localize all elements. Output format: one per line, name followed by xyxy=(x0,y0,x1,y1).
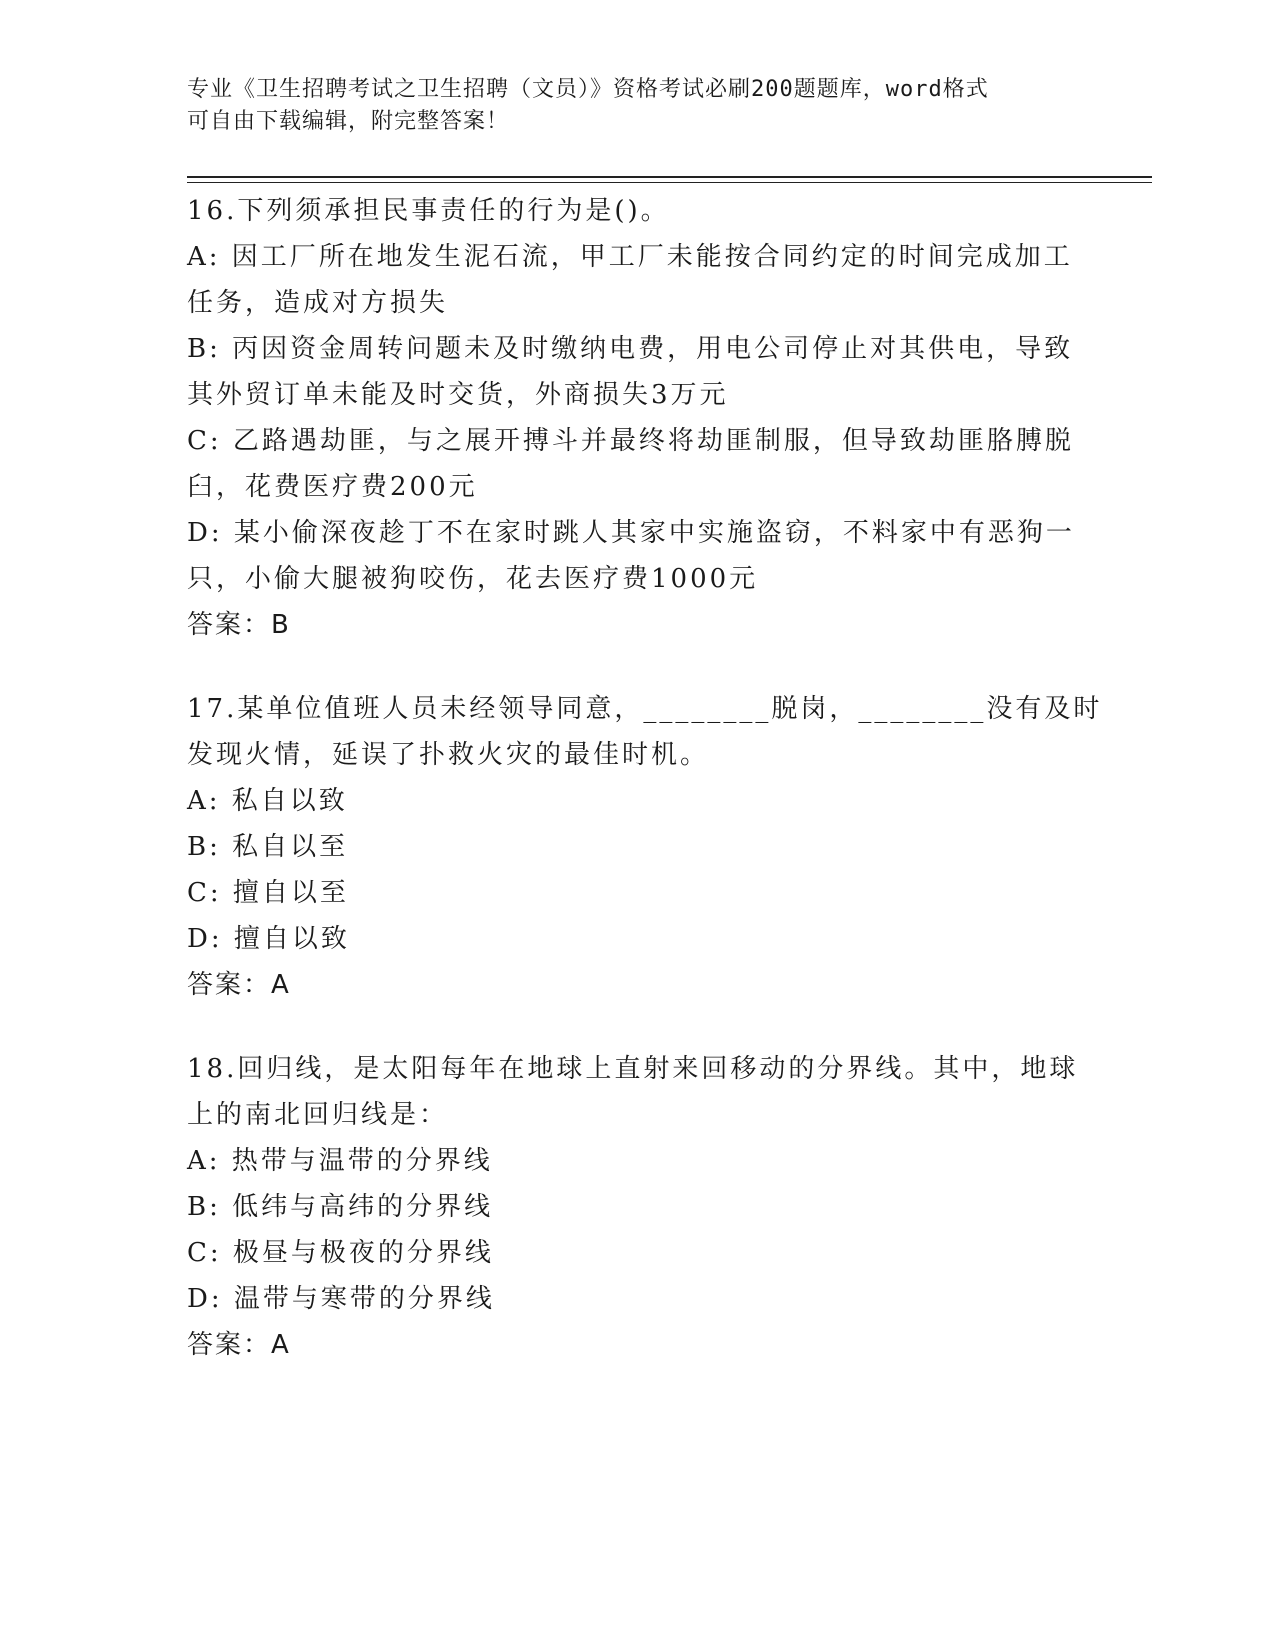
answer-label: 答案：A xyxy=(187,970,291,1000)
question-stem-continued: 上的南北回归线是： xyxy=(187,1100,449,1130)
option-a: A: 因工厂所在地发生泥石流，甲工厂未能按合同约定的时间完成加工 xyxy=(187,242,1073,272)
option-d-continued: 只，小偷大腿被狗咬伤，花去医疗费1000元 xyxy=(187,564,759,594)
option-d: D: 温带与寒带的分界线 xyxy=(187,1284,495,1314)
option-a: A: 私自以致 xyxy=(187,786,348,816)
question-stem: 16.下列须承担民事责任的行为是()。 xyxy=(187,196,670,226)
option-c-continued: 臼，花费医疗费200元 xyxy=(187,472,478,502)
option-a: A: 热带与温带的分界线 xyxy=(187,1146,493,1176)
header-divider-thin xyxy=(187,182,1152,183)
question-stem-continued: 发现火情，延误了扑救火灾的最佳时机。 xyxy=(187,740,710,770)
option-c: C: 极昼与极夜的分界线 xyxy=(187,1238,494,1268)
question-list xyxy=(187,188,1103,1406)
document-header xyxy=(187,74,1067,138)
option-d: D: 某小偷深夜趁丁不在家时跳人其家中实施盗窃，不料家中有恶狗一 xyxy=(187,518,1075,548)
question-18 xyxy=(187,1046,1087,1368)
option-b: B: 低纬与高纬的分界线 xyxy=(187,1192,494,1222)
option-c: C: 擅自以至 xyxy=(187,878,349,908)
question-stem: 17.某单位值班人员未经领导同意，________脱岗，________没有及时 xyxy=(187,694,1103,724)
answer-label: 答案：A xyxy=(187,1330,291,1360)
question-stem: 18.回归线，是太阳每年在地球上直射来回移动的分界线。其中，地球 xyxy=(187,1054,1079,1084)
header-divider-thick xyxy=(187,176,1152,178)
question-16 xyxy=(187,188,1087,648)
answer-label: 答案：B xyxy=(187,610,291,640)
question-17 xyxy=(187,686,1103,1008)
option-a-continued: 任务，造成对方损失 xyxy=(187,288,449,318)
header-line-2: 可自由下载编辑，附完整答案！ xyxy=(187,109,510,134)
option-d: D: 擅自以致 xyxy=(187,924,350,954)
header-line-1: 专业《卫生招聘考试之卫生招聘（文员）》资格考试必刷200题题库，word格式 xyxy=(187,77,989,102)
option-b-continued: 其外贸订单未能及时交货，外商损失3万元 xyxy=(187,380,729,410)
option-c: C: 乙路遇劫匪，与之展开搏斗并最终将劫匪制服，但导致劫匪胳膊脱 xyxy=(187,426,1074,456)
option-b: B: 丙因资金周转问题未及时缴纳电费，用电公司停止对其供电，导致 xyxy=(187,334,1074,364)
option-b: B: 私自以至 xyxy=(187,832,349,862)
